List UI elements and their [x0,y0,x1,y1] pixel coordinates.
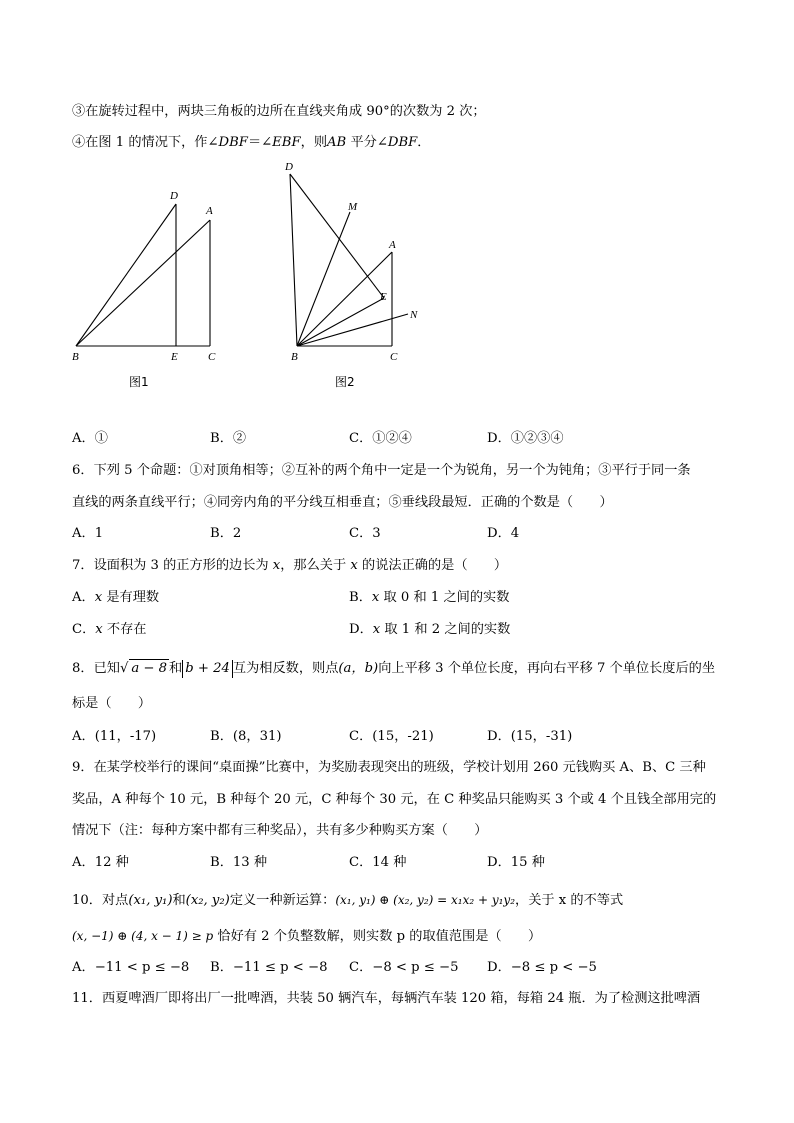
q10-option-a[interactable]: A．−11 < p ≤ −8 [72,960,190,975]
q7-option-b[interactable] [349,589,509,607]
q7-option-c-x: x [95,622,103,637]
fig1-label-c: C [208,351,216,363]
q8-option-b[interactable]: B．(8，31) [210,729,282,744]
q7-stem-c: 的说法正确的是（ ） [357,558,508,573]
q7-option-b-label: B． [349,590,372,605]
q7-stem-a: 7．设面积为 3 的正方形的边长为 [72,558,273,573]
fig2-label-d: D [285,161,293,173]
stmt4-mid2: 平分 [346,135,377,150]
q8-prefix: 8．已知 [72,661,120,676]
q5-statement-3: ③在旋转过程中，两块三角板的边所在直线夹角成 90°的次数为 2 次； [72,104,486,119]
q7-stem [72,557,507,575]
abs-expression: b + 24 [182,660,233,678]
q5-statement-4 [72,134,430,152]
q6-stem-line1: 6．下列 5 个命题：①对顶角相等；②互补的两个角中一定是一个为锐角，另一个为钝角；③平行于同一条 [72,463,691,478]
figure-1 [60,180,230,370]
fig2-label-b: B [291,351,298,363]
q7-option-d-x: x [372,622,381,637]
fig2-label-e: E [380,291,387,303]
q9-stem-line3: 情况下（注：每种方案中都有三种奖品），共有多少种购买方案（ ） [72,823,488,838]
q7-stem-b: ，那么关于 [280,558,351,573]
q7-option-a-label: A． [72,590,95,605]
inequality: (x, −1) ⊕ (4, x − 1) ≥ p [72,929,214,943]
q10-option-b[interactable]: B．−11 ≤ p < −8 [210,960,328,975]
point-ab: (a，b) [338,661,379,676]
q10-prefix: 10．对点 [72,893,129,908]
q8-option-d[interactable]: D．(15，-31) [487,729,573,744]
angle-ebf: ∠EBF [261,135,301,150]
q7-option-d[interactable] [349,621,510,639]
q8-stem-line1 [72,659,715,678]
q9-stem-line1: 9．在某学校举行的课间“桌面操”比赛中，为奖励表现突出的班级，学校计划用 260 元钱购买 A、B、C 三种 [72,760,706,775]
point-2: (x₂, y₂) [185,893,230,908]
equals-sign: ＝ [247,135,262,150]
fig1-label-b: B [72,351,79,363]
q10-option-c[interactable]: C．−8 < p ≤ −5 [349,960,459,975]
q8-stem-line2: 标是（ ） [72,696,152,711]
q9-stem-line2: 奖品，A 种每个 10 元，B 种每个 20 元，C 种每个 30 元，在 C 种奖品只能购买 3 个或 4 个且钱全部用完的 [72,792,717,807]
q8-option-c[interactable]: C．(15，-21) [349,729,434,744]
q7-option-c-text: 不存在 [106,622,147,637]
q7-option-b-x: x [371,590,380,605]
fig1-label-a: A [206,205,213,217]
q5-option-b[interactable]: B．② [210,431,247,446]
q11-stem-line1: 11．西夏啤酒厂即将出厂一批啤酒，共装 50 辆汽车，每辆汽车装 120 箱，每箱 24 瓶．为了检测这批啤酒 [72,991,701,1006]
sqrt-expression: a − 8 [131,661,168,676]
q7-option-c-label: C． [72,622,96,637]
q7-option-d-label: D． [349,622,373,637]
fig2-label-c: C [390,351,398,363]
fig2-label-m: M [348,201,358,213]
q10-and: 和 [172,893,186,908]
q5-option-a[interactable]: A．① [72,431,108,446]
point-1: (x₁, y₁) [128,893,173,908]
q9-option-c[interactable]: C．14 种 [349,855,407,870]
q8-option-a[interactable]: A．(11，-17) [72,729,157,744]
q6-stem-line2: 直线的两条直线平行；④同旁内角的平分线互相垂直；⑤垂线段最短．正确的个数是（ ） [72,495,613,510]
q10-stem-line2 [72,927,541,946]
fig2-label-n: N [410,309,418,321]
q7-option-c[interactable] [72,621,146,639]
var-x-2: x [350,558,358,573]
q6-option-d[interactable]: D．4 [487,526,520,541]
q7-option-a[interactable] [72,589,159,607]
q7-option-d-text: 取 1 和 2 之间的实数 [384,622,511,637]
stmt4-mid: ，则 [300,135,328,150]
q10-tail: ，关于 x 的不等式 [515,893,624,908]
fig1-caption: 图1 [129,375,149,389]
var-x: x [272,558,281,573]
q10-def: 定义一种新运算： [229,893,336,908]
stmt4-end: ． [417,135,431,150]
q9-option-d[interactable]: D．15 种 [487,855,545,870]
q9-option-b[interactable]: B．13 种 [210,855,268,870]
fig2-caption: 图2 [335,375,355,389]
fig2-label-a: A [389,239,396,251]
q9-option-a[interactable]: A．12 种 [72,855,129,870]
q5-option-c[interactable]: C．①②④ [349,431,412,446]
stmt4-prefix: ④在图 1 的情况下，作 [72,135,208,150]
q10-line2-tail: 恰好有 2 个负整数解，则实数 p 的取值范围是（ ） [213,929,542,944]
q7-option-a-x: x [94,590,103,605]
q10-option-d[interactable]: D．−8 ≤ p < −5 [487,960,597,975]
q8-and: 和 [169,661,183,676]
q8-tail: 向上平移 3 个单位长度，再向右平移 7 个单位长度后的坐 [378,661,716,676]
fig1-label-d: D [170,190,178,202]
q5-option-d[interactable]: D．①②③④ [487,431,564,446]
fig1-label-e: E [171,351,178,363]
q10-stem-line1 [72,891,623,910]
q8-mid: 互为相反数，则点 [232,661,339,676]
radical-sign: √ [119,661,129,676]
angle-dbf: ∠DBF [207,135,248,150]
q7-option-b-text: 取 0 和 1 之间的实数 [383,590,510,605]
q6-option-a[interactable]: A．1 [72,526,104,541]
operation-formula: (x₁, y₁) ⊕ (x₂, y₂) = x₁x₂ + y₁y₂ [335,893,516,907]
segment-ab: AB [327,135,347,150]
figure-2 [280,156,430,370]
q7-option-a-text: 是有理数 [106,590,160,605]
q6-option-b[interactable]: B．2 [210,526,242,541]
angle-dbf-2: ∠DBF [376,135,418,150]
q6-option-c[interactable]: C．3 [349,526,381,541]
